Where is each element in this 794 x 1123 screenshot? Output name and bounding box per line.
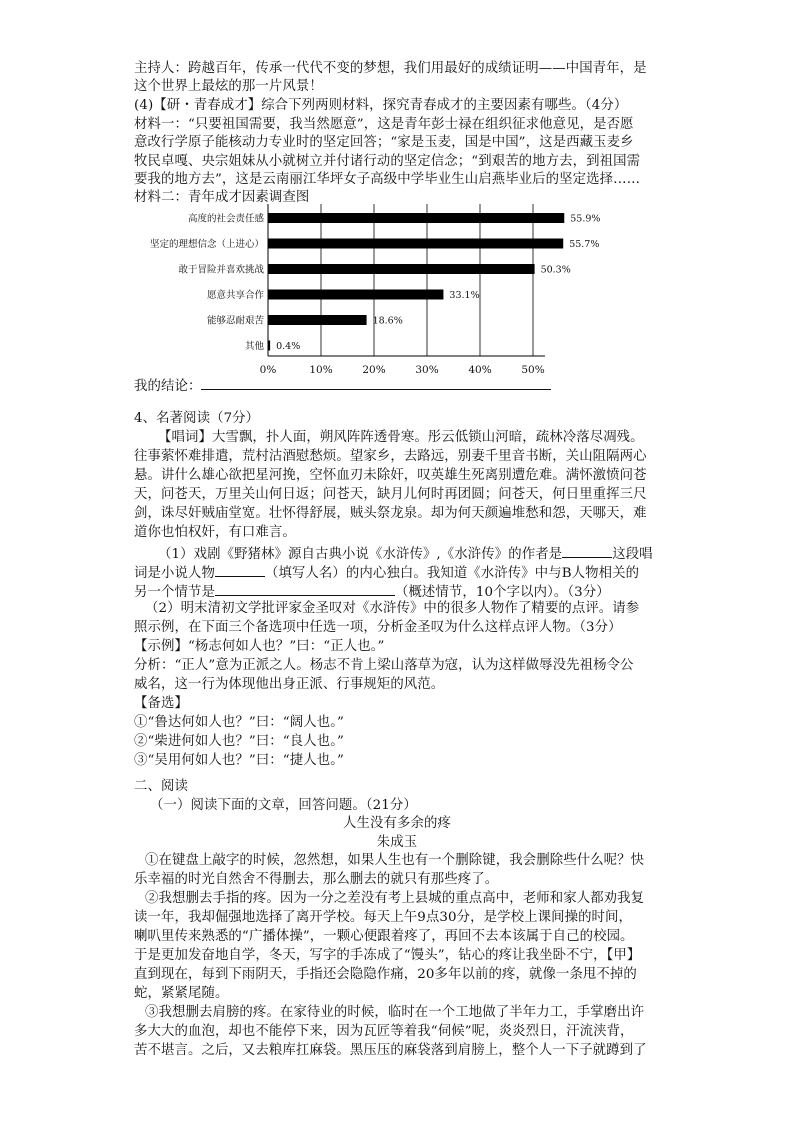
lyric-line: 【唱词】大雪飘，扑人面，朔风阵阵透骨寒。彤云低锁山河暗，疏林冷落尽凋残。 [158,430,644,445]
conclusion-label: 我的结论： [134,379,202,394]
lyric-line: 悬。讲什么雄心欲把星河挽，空怀血刃未除奸，叹英雄生死离别遭危难。满怀激愤问苍 [134,468,647,483]
lyric-line: 剑，诛尽奸贼庙堂宽。壮怀得舒展，贼头祭龙泉。却为何天颜遍堆愁和怨，天哪天，难 [134,506,647,521]
article-author: 朱成玉 [376,835,418,850]
paragraph-line: 多大大的血泡，却也不能停下来，因为瓦匠等着我“伺候”呢，炎炎烈日，汗流浃背， [134,1024,634,1039]
chart-bar [268,264,535,274]
reading-section-heading: 二、阅读 [134,779,188,794]
chart-value-label: 50.3% [540,264,571,276]
question-4-heading: (4)【研・青春成才】综合下列两则材料，探究青春成才的主要因素有哪些。（4分） [134,98,628,113]
host-line: 这个世界上最炫的那一片风景！ [134,79,323,94]
chart-x-tick-label: 40% [468,364,492,376]
paragraph-line: 乐幸福的时光自然舍不得删去，那么删去的就只有那些疼了。 [134,872,499,887]
lyric-line: 天，问苍天，万里关山何日返；问苍天，缺月儿何时再团圆；问苍天，何日里重挥三尺 [134,487,647,502]
q1-text: 另一个情节是 [134,585,215,600]
paragraph-line: 读一年，我却倔强地选择了离开学校。每天上午9点30分，是学校上课间操的时间， [134,910,633,925]
material-1-line: 材料一：“只要祖国需要，我当然愿意”，这是青年彭士禄在组织征求他意见，是否愿 [134,117,634,132]
q1-text: （填写人名）的内心独白。我知道《水浒传》中与B人物相关的 [264,566,640,581]
example-line: 【示例】“杨志何如人也？”曰：“正人也。” [134,639,385,654]
q2-line: 照示例，在下面三个备选项中任选一项，分析金圣叹为什么这样点评人物。（3分） [134,620,622,635]
reading-sub-heading: （一）阅读下面的文章，回答问题。（21分） [150,798,417,813]
paragraph-line: 蛇，紧紧尾随。 [134,986,229,1001]
chart-x-tick-label: 0% [259,364,277,376]
chart-bar [268,341,270,351]
chart-category-label: 愿意共享合作 [206,290,264,301]
chart-value-label: 18.6% [372,315,403,327]
analysis-line: 分析：“正人”意为正派之人。杨志不肯上梁山落草为寇，认为这样做辱没先祖杨令公 [134,658,634,673]
q2-line: （2）明末清初文学批评家金圣叹对《水浒传》中的很多人物作了精要的点评。请参 [145,601,640,616]
chart-x-tick-label: 20% [362,364,386,376]
q1-text: （概述情节，10个字以内）。（3分） [394,585,610,600]
chart-bar [268,315,367,325]
q1-row [134,581,610,602]
material-2-label: 材料二：青年成才因素调查图 [134,190,310,205]
paragraph-line: ②我想删去手指的疼。因为一分之差没有考上县城的重点高中，老师和家人都劝我复 [145,891,645,906]
paragraph-line: ③我想删去肩膀的疼。在家待业的时候，临时在一个工地做了半年力工，手掌磨出许 [145,1005,645,1020]
chart-bar [268,290,443,300]
chart-bar [268,213,564,223]
chart-x-tick-label: 30% [415,364,439,376]
q1-row [134,562,639,583]
q1-text: 词是小说人物 [134,566,215,581]
chart-bar [268,239,563,249]
lyric-line: 道你也怕权奸，有口难言。 [134,525,296,540]
q1-row [158,543,653,564]
chart-category-label: 能够忍耐艰苦 [206,315,264,327]
option-item: ②“柴进何如人也？”曰：“良人也。” [134,734,344,749]
chart-category-label: 敢于冒险并喜欢挑战 [178,264,264,276]
q1-text: （1）戏剧《野猪林》源自古典小说《水浒传》,《水浒传》的作者是 [158,547,563,562]
q1-text: 这段唱 [612,547,653,562]
plot-summary-blank[interactable] [215,581,395,596]
chart-value-label: 0.4% [276,341,301,352]
options-heading: 【备选】 [134,696,188,711]
character-name-blank[interactable] [215,562,265,577]
paragraph-line: 苦不堪言。之后，又去粮库扛麻袋。黑压压的麻袋落到肩膀上，整个人一下子就蹲到了 [134,1043,647,1058]
conclusion-row [134,375,551,396]
host-line: 主持人：跨越百年，传承一代代不变的梦想，我们用最好的成绩证明——中国青年，是 [134,61,647,76]
paragraph-line: ①在键盘上敲字的时候，忽然想，如果人生也有一个删除键，我会删除些什么呢？快 [145,853,645,868]
conclusion-answer-blank[interactable] [201,375,551,390]
chart-value-label: 55.7% [569,239,600,250]
chart-x-tick-label: 10% [309,364,333,376]
chart-category-label: 其他 [244,341,264,352]
article-title: 人生没有多余的疼 [343,816,451,831]
author-blank[interactable] [562,543,612,558]
paragraph-line: 直到现在，每到下雨阴天，手指还会隐隐作痛，20多年以前的疼，就像一条甩不掉的 [134,967,637,982]
material-1-line: 要我的地方去”，这是云南丽江华坪女子高级中学毕业生山启燕毕业后的坚定选择…… [134,172,641,187]
material-1-line: 意改行学原子能核动力专业时的坚定回答；“家是玉麦，国是中国”，这是西藏玉麦乡 [134,135,634,150]
chart-x-tick-label: 50% [521,364,545,376]
option-item: ③“吴用何如人也？”曰：“捷人也。” [134,753,344,768]
material-1-line: 牧民卓嘎、央宗姐妹从小就树立并付诸行动的坚定信念；“到艰苦的地方去，到祖国需 [134,154,641,169]
paragraph-line: 于是更加发奋地自学，冬天，写字的手冻成了“馒头”，钻心的疼让我坐卧不宁，【甲】 [134,948,641,963]
option-item: ①“鲁达何如人也？”曰：“阔人也。” [134,715,344,730]
section-4-heading: 4、名著阅读（7分） [134,411,260,426]
chart-value-label: 33.1% [449,290,480,301]
analysis-line: 威名，这一行为体现他出身正派、行事规矩的风范。 [134,677,445,692]
chart-category-label: 坚定的理想信念（上进心） [149,239,264,250]
survey-bar-chart [130,204,630,376]
chart-value-label: 55.9% [570,213,601,225]
paragraph-line: 喇叭里传来熟悉的“广播体操”，一颗心便跟着疼了，再回不去本该属于自己的校园。 [134,929,634,944]
lyric-line: 往事萦怀难排遣，荒村沽酒慰愁烦。望家乡，去路远，别妻千里音书断，关山阻隔两心 [134,449,647,464]
chart-category-label: 高度的社会责任感 [187,213,264,225]
